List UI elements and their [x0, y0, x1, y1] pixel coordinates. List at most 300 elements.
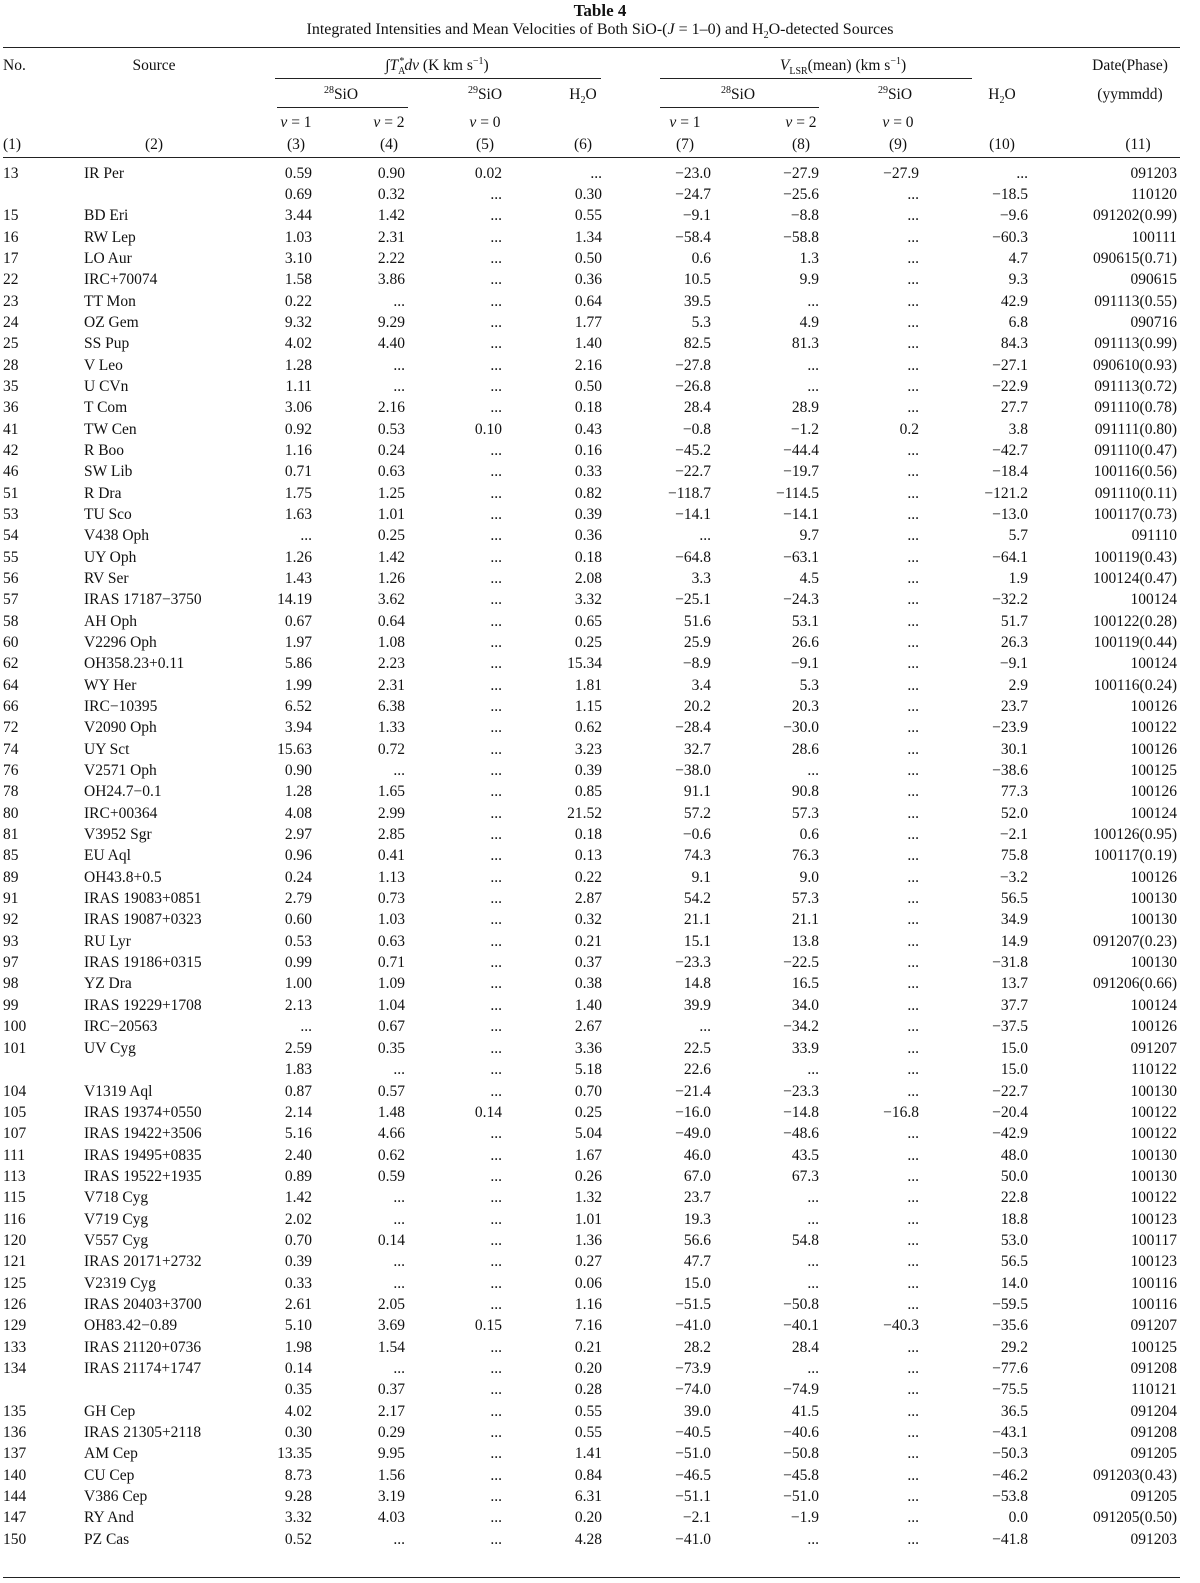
cell-sio28-v1-intensity: 3.44 — [284, 207, 312, 224]
cell-sio29-v0-intensity: ... — [490, 1445, 502, 1462]
cell-h2o-velocity: 5.7 — [1008, 527, 1028, 544]
cell-sio28-v1-intensity: 1.26 — [284, 549, 312, 566]
cell-source: IRAS 19083+0851 — [84, 890, 202, 907]
cell-h2o-velocity: 56.5 — [1000, 1253, 1028, 1270]
table-row — [0, 227, 1200, 248]
cell-sio28-v2-intensity: 1.33 — [377, 719, 405, 736]
cell-h2o-intensity: ... — [590, 165, 602, 182]
cell-sio29-v0-intensity: 0.14 — [474, 1104, 502, 1121]
cell-sio28-v2-velocity: 43.5 — [791, 1147, 819, 1164]
table-row — [0, 909, 1200, 930]
table-row — [0, 632, 1200, 653]
table-row — [0, 824, 1200, 845]
cell-h2o-intensity: 0.30 — [574, 186, 602, 203]
cell-sio28-v2-velocity: −9.1 — [790, 655, 819, 672]
cell-h2o-intensity: 0.21 — [574, 1339, 602, 1356]
cell-date: 100122 — [1130, 719, 1177, 736]
28sio-velocity-rule — [660, 107, 819, 108]
cell-sio28-v2-intensity: 1.25 — [377, 485, 405, 502]
cell-h2o-intensity: 5.18 — [574, 1061, 602, 1078]
cell-sio29-v0-velocity: −16.8 — [883, 1104, 919, 1121]
header-v1-velocity: v = 1 — [669, 114, 701, 131]
cell-h2o-velocity: −121.2 — [984, 485, 1028, 502]
cell-sio28-v2-velocity: ... — [807, 1189, 819, 1206]
cell-sio29-v0-velocity: ... — [907, 399, 919, 416]
cell-sio28-v2-velocity: −40.6 — [783, 1424, 819, 1441]
cell-sio29-v0-intensity: ... — [490, 1083, 502, 1100]
cell-sio28-v1-intensity: 0.39 — [284, 1253, 312, 1270]
cell-sio28-v2-intensity: 0.64 — [377, 613, 405, 630]
column-number: (9) — [888, 136, 908, 153]
cell-h2o-intensity: 1.41 — [574, 1445, 602, 1462]
cell-sio29-v0-velocity: ... — [907, 975, 919, 992]
cell-date: 091110 — [1131, 527, 1177, 544]
cell-sio28-v2-intensity: ... — [393, 762, 405, 779]
cell-sio28-v1-velocity: 67.0 — [683, 1168, 711, 1185]
cell-no: 23 — [3, 293, 19, 310]
cell-date: 100122 — [1130, 1125, 1177, 1142]
cell-sio28-v2-intensity: 0.14 — [377, 1232, 405, 1249]
cell-sio28-v1-intensity: 1.03 — [284, 229, 312, 246]
cell-sio28-v1-intensity: 0.67 — [284, 613, 312, 630]
header-v2-velocity: v = 2 — [785, 114, 817, 131]
cell-sio28-v1-intensity: 0.60 — [284, 911, 312, 928]
cell-date: 091203(0.43) — [1093, 1467, 1177, 1484]
cell-sio28-v1-intensity: 1.43 — [284, 570, 312, 587]
28sio-intensity-rule — [277, 107, 408, 108]
table-row — [0, 1507, 1200, 1528]
cell-no: 111 — [3, 1147, 26, 1164]
cell-sio29-v0-intensity: ... — [490, 485, 502, 502]
cell-date: 100116(0.24) — [1093, 677, 1177, 694]
table-row — [0, 184, 1200, 205]
header-source: Source — [132, 57, 176, 74]
cell-sio29-v0-velocity: ... — [907, 1467, 919, 1484]
cell-sio28-v1-intensity: 4.02 — [284, 335, 312, 352]
cell-h2o-intensity: 1.16 — [574, 1296, 602, 1313]
table-row — [0, 888, 1200, 909]
cell-h2o-velocity: −3.2 — [999, 869, 1028, 886]
cell-sio29-v0-velocity: ... — [907, 1445, 919, 1462]
cell-sio28-v2-velocity: ... — [807, 1275, 819, 1292]
cell-sio28-v1-velocity: 82.5 — [683, 335, 711, 352]
cell-h2o-velocity: 14.0 — [1000, 1275, 1028, 1292]
cell-sio29-v0-velocity: ... — [907, 463, 919, 480]
cell-source: WY Her — [84, 677, 137, 694]
cell-sio28-v1-velocity: −21.4 — [675, 1083, 711, 1100]
cell-sio28-v2-velocity: ... — [807, 357, 819, 374]
cell-sio28-v2-intensity: ... — [393, 1211, 405, 1228]
cell-sio28-v2-velocity: −22.5 — [783, 954, 819, 971]
cell-h2o-intensity: 15.34 — [567, 655, 602, 672]
cell-sio28-v1-intensity: 15.63 — [277, 741, 312, 758]
cell-sio28-v1-intensity: 8.73 — [284, 1467, 312, 1484]
cell-sio29-v0-velocity: ... — [907, 485, 919, 502]
cell-no: 25 — [3, 335, 19, 352]
cell-sio28-v1-velocity: −45.2 — [675, 442, 711, 459]
cell-h2o-intensity: 1.40 — [574, 997, 602, 1014]
cell-source: UV Cyg — [84, 1040, 136, 1057]
cell-date: 091208 — [1130, 1424, 1177, 1441]
cell-source: RY And — [84, 1509, 134, 1526]
cell-sio28-v2-intensity: 0.37 — [377, 1381, 405, 1398]
cell-date: 100126 — [1130, 783, 1177, 800]
cell-sio29-v0-velocity: ... — [907, 783, 919, 800]
table-row — [0, 675, 1200, 696]
cell-sio28-v1-velocity: −2.1 — [682, 1509, 711, 1526]
cell-no: 81 — [3, 826, 19, 843]
cell-date: 100119(0.43) — [1093, 549, 1177, 566]
cell-date: 100130 — [1130, 911, 1177, 928]
cell-source: OZ Gem — [84, 314, 139, 331]
cell-sio29-v0-velocity: ... — [907, 677, 919, 694]
cell-sio28-v2-velocity: 20.3 — [791, 698, 819, 715]
cell-date: 091113(0.55) — [1094, 293, 1177, 310]
cell-h2o-intensity: 1.77 — [574, 314, 602, 331]
cell-sio29-v0-intensity: ... — [490, 549, 502, 566]
cell-sio28-v2-intensity: 4.66 — [377, 1125, 405, 1142]
table-row — [0, 867, 1200, 888]
cell-h2o-intensity: 0.43 — [574, 421, 602, 438]
cell-sio29-v0-intensity: ... — [490, 186, 502, 203]
cell-date: 100126(0.95) — [1093, 826, 1177, 843]
cell-source: V1319 Aql — [84, 1083, 153, 1100]
cell-source: V3952 Sgr — [84, 826, 152, 843]
cell-sio28-v1-velocity: −0.6 — [682, 826, 711, 843]
cell-sio28-v2-velocity: 28.4 — [791, 1339, 819, 1356]
cell-sio29-v0-intensity: ... — [490, 1147, 502, 1164]
cell-date: 110122 — [1131, 1061, 1177, 1078]
cell-sio28-v1-velocity: −49.0 — [675, 1125, 711, 1142]
cell-sio28-v2-velocity: 90.8 — [791, 783, 819, 800]
cell-h2o-velocity: 26.3 — [1000, 634, 1028, 651]
cell-sio28-v2-intensity: 0.63 — [377, 463, 405, 480]
cell-sio28-v1-velocity: ... — [699, 527, 711, 544]
cell-date: 091202(0.99) — [1093, 207, 1177, 224]
cell-sio28-v1-velocity: −22.7 — [675, 463, 711, 480]
cell-sio29-v0-intensity: ... — [490, 1189, 502, 1206]
cell-date: 091203 — [1130, 1531, 1177, 1548]
cell-date: 100116(0.56) — [1093, 463, 1177, 480]
cell-sio28-v2-intensity: 1.26 — [377, 570, 405, 587]
cell-sio29-v0-velocity: ... — [907, 719, 919, 736]
top-rule — [3, 47, 1180, 48]
cell-h2o-velocity: −43.1 — [992, 1424, 1028, 1441]
cell-h2o-velocity: 18.8 — [1000, 1211, 1028, 1228]
cell-source: AH Oph — [84, 613, 137, 630]
table-row — [0, 1358, 1200, 1379]
cell-sio28-v1-velocity: −74.0 — [675, 1381, 711, 1398]
cell-h2o-intensity: 2.16 — [574, 357, 602, 374]
header-v0-intensity: v = 0 — [469, 114, 501, 131]
cell-source: PZ Cas — [84, 1531, 130, 1548]
cell-sio28-v2-velocity: 53.1 — [791, 613, 819, 630]
cell-h2o-velocity: 42.9 — [1000, 293, 1028, 310]
cell-sio28-v2-intensity: 0.29 — [377, 1424, 405, 1441]
cell-no: 15 — [3, 207, 19, 224]
cell-source: TW Cen — [84, 421, 137, 438]
table-row — [0, 568, 1200, 589]
cell-sio29-v0-intensity: ... — [490, 698, 502, 715]
cell-sio28-v2-velocity: −14.1 — [783, 506, 819, 523]
table-row — [0, 781, 1200, 802]
cell-sio29-v0-intensity: ... — [490, 1403, 502, 1420]
cell-sio29-v0-intensity: ... — [490, 1018, 502, 1035]
cell-sio29-v0-intensity: ... — [490, 783, 502, 800]
table-row — [0, 440, 1200, 461]
cell-date: 100117(0.73) — [1093, 506, 1177, 523]
cell-sio29-v0-intensity: ... — [490, 997, 502, 1014]
cell-no: 74 — [3, 741, 19, 758]
cell-source: V2296 Oph — [84, 634, 157, 651]
cell-no: 56 — [3, 570, 19, 587]
cell-sio28-v2-velocity: 33.9 — [791, 1040, 819, 1057]
cell-date: 100123 — [1130, 1211, 1177, 1228]
header-no: No. — [3, 57, 26, 74]
cell-sio29-v0-velocity: ... — [907, 1125, 919, 1142]
cell-sio28-v2-intensity: 0.67 — [377, 1018, 405, 1035]
cell-sio29-v0-intensity: ... — [490, 1253, 502, 1270]
cell-sio28-v2-intensity: 3.69 — [377, 1317, 405, 1334]
cell-sio29-v0-velocity: ... — [907, 1381, 919, 1398]
cell-source: RU Lyr — [84, 933, 131, 950]
table-row — [0, 717, 1200, 738]
cell-source: V557 Cyg — [84, 1232, 149, 1249]
cell-no: 93 — [3, 933, 19, 950]
cell-sio28-v1-velocity: 74.3 — [683, 847, 711, 864]
cell-h2o-velocity: −32.2 — [992, 591, 1028, 608]
cell-sio28-v1-velocity: 32.7 — [683, 741, 711, 758]
table-row — [0, 1251, 1200, 1272]
cell-h2o-intensity: 0.06 — [574, 1275, 602, 1292]
table-row — [0, 355, 1200, 376]
cell-h2o-intensity: 1.01 — [574, 1211, 602, 1228]
cell-sio28-v2-intensity: 1.13 — [377, 869, 405, 886]
table-row — [0, 589, 1200, 610]
cell-h2o-intensity: 0.25 — [574, 1104, 602, 1121]
cell-h2o-velocity: −75.5 — [992, 1381, 1028, 1398]
cell-sio29-v0-velocity: −27.9 — [883, 165, 919, 182]
table-row — [0, 1294, 1200, 1315]
table-row — [0, 1102, 1200, 1123]
cell-h2o-intensity: 0.39 — [574, 762, 602, 779]
cell-sio28-v2-velocity: 41.5 — [791, 1403, 819, 1420]
cell-h2o-velocity: 50.0 — [1000, 1168, 1028, 1185]
cell-h2o-intensity: 0.21 — [574, 933, 602, 950]
cell-sio29-v0-intensity: ... — [490, 954, 502, 971]
cell-sio29-v0-velocity: ... — [907, 805, 919, 822]
cell-sio29-v0-intensity: ... — [490, 1275, 502, 1292]
cell-sio28-v1-intensity: 0.35 — [284, 1381, 312, 1398]
cell-sio28-v2-velocity: −19.7 — [783, 463, 819, 480]
table-row — [0, 653, 1200, 674]
cell-sio28-v2-velocity: 76.3 — [791, 847, 819, 864]
cell-h2o-intensity: 0.55 — [574, 1403, 602, 1420]
cell-no: 80 — [3, 805, 19, 822]
cell-sio29-v0-intensity: 0.10 — [474, 421, 502, 438]
cell-sio29-v0-intensity: ... — [490, 1488, 502, 1505]
cell-sio29-v0-velocity: ... — [907, 997, 919, 1014]
cell-source: IRAS 21305+2118 — [84, 1424, 202, 1441]
cell-h2o-velocity: −20.4 — [992, 1104, 1028, 1121]
cell-h2o-velocity: 13.7 — [1000, 975, 1028, 992]
header-velocity: $V_{LSR}(mean)$ (km $s^{-1}$) — [779, 55, 907, 78]
table-row — [0, 1123, 1200, 1144]
cell-h2o-intensity: 3.36 — [574, 1040, 602, 1057]
cell-date: 100122 — [1130, 1104, 1177, 1121]
table-row — [0, 611, 1200, 632]
cell-sio29-v0-velocity: ... — [907, 613, 919, 630]
cell-sio28-v1-intensity: 0.59 — [284, 165, 312, 182]
cell-source: AM Cep — [84, 1445, 138, 1462]
table-row — [0, 333, 1200, 354]
cell-sio28-v2-velocity: ... — [807, 1360, 819, 1377]
cell-source: OH83.42−0.89 — [84, 1317, 178, 1334]
cell-sio28-v2-intensity: 2.85 — [377, 826, 405, 843]
cell-source: OH43.8+0.5 — [84, 869, 162, 886]
cell-h2o-intensity: 1.36 — [574, 1232, 602, 1249]
cell-source: EU Aql — [84, 847, 131, 864]
cell-source: IRAS 19087+0323 — [84, 911, 202, 928]
cell-no: 134 — [3, 1360, 27, 1377]
cell-sio28-v2-velocity: −50.8 — [783, 1296, 819, 1313]
cell-source: SW Lib — [84, 463, 133, 480]
cell-sio28-v1-intensity: 1.83 — [284, 1061, 312, 1078]
cell-sio29-v0-intensity: ... — [490, 1381, 502, 1398]
cell-h2o-velocity: −77.6 — [992, 1360, 1028, 1377]
cell-date: 100126 — [1130, 698, 1177, 715]
cell-sio29-v0-velocity: ... — [907, 1189, 919, 1206]
cell-no: 101 — [3, 1040, 27, 1057]
cell-sio29-v0-intensity: ... — [490, 442, 502, 459]
cell-sio28-v2-intensity: 1.01 — [377, 506, 405, 523]
cell-date: 100116 — [1131, 1275, 1177, 1292]
cell-no: 104 — [3, 1083, 27, 1100]
cell-h2o-velocity: −42.7 — [992, 442, 1028, 459]
cell-sio29-v0-velocity: ... — [907, 1339, 919, 1356]
cell-sio29-v0-velocity: ... — [907, 741, 919, 758]
cell-h2o-velocity: 52.0 — [1000, 805, 1028, 822]
cell-date: 100130 — [1130, 1083, 1177, 1100]
table-row — [0, 1465, 1200, 1486]
cell-date: 100116 — [1131, 1296, 1177, 1313]
cell-date: 110120 — [1131, 186, 1177, 203]
cell-no: 41 — [3, 421, 19, 438]
cell-no: 144 — [3, 1488, 27, 1505]
cell-sio29-v0-velocity: ... — [907, 1147, 919, 1164]
cell-h2o-velocity: −42.9 — [992, 1125, 1028, 1142]
table-row — [0, 1273, 1200, 1294]
cell-sio29-v0-velocity: ... — [907, 655, 919, 672]
cell-sio28-v1-velocity: 39.0 — [683, 1403, 711, 1420]
cell-sio28-v2-velocity: 57.3 — [791, 890, 819, 907]
cell-sio28-v1-velocity: 56.6 — [683, 1232, 711, 1249]
cell-source: IR Per — [84, 165, 125, 182]
cell-h2o-intensity: 0.50 — [574, 378, 602, 395]
cell-h2o-intensity: 0.84 — [574, 1467, 602, 1484]
cell-date: 100124 — [1130, 655, 1177, 672]
cell-sio28-v2-intensity: 3.19 — [377, 1488, 405, 1505]
cell-sio28-v2-velocity: 0.6 — [799, 826, 819, 843]
table-row — [0, 973, 1200, 994]
cell-no: 125 — [3, 1275, 27, 1292]
cell-sio28-v2-velocity: ... — [807, 1061, 819, 1078]
cell-no: 64 — [3, 677, 19, 694]
cell-sio28-v1-intensity: 0.87 — [284, 1083, 312, 1100]
cell-sio29-v0-intensity: ... — [490, 634, 502, 651]
cell-h2o-intensity: 0.70 — [574, 1083, 602, 1100]
cell-sio28-v2-velocity: −63.1 — [783, 549, 819, 566]
cell-source: V2571 Oph — [84, 762, 157, 779]
column-number: (7) — [675, 136, 695, 153]
cell-sio28-v2-velocity: 67.3 — [791, 1168, 819, 1185]
cell-date: 100130 — [1130, 1147, 1177, 1164]
cell-date: 100122(0.28) — [1093, 613, 1177, 630]
cell-source: V2319 Cyg — [84, 1275, 156, 1292]
table-row — [0, 461, 1200, 482]
cell-sio28-v1-intensity: 1.28 — [284, 357, 312, 374]
cell-sio29-v0-intensity: ... — [490, 229, 502, 246]
cell-no: 36 — [3, 399, 19, 416]
cell-sio28-v2-velocity: −45.8 — [783, 1467, 819, 1484]
cell-sio29-v0-intensity: ... — [490, 314, 502, 331]
cell-date: 090716 — [1130, 314, 1177, 331]
cell-sio29-v0-velocity: ... — [907, 335, 919, 352]
cell-sio28-v1-velocity: 10.5 — [683, 271, 711, 288]
table-row — [0, 1187, 1200, 1208]
cell-no: 51 — [3, 485, 19, 502]
cell-sio29-v0-intensity: ... — [490, 207, 502, 224]
cell-h2o-intensity: 7.16 — [574, 1317, 602, 1334]
cell-h2o-intensity: 0.50 — [574, 250, 602, 267]
cell-sio29-v0-velocity: ... — [907, 378, 919, 395]
cell-source: IRAS 20171+2732 — [84, 1253, 202, 1270]
cell-no: 66 — [3, 698, 19, 715]
cell-h2o-intensity: 2.87 — [574, 890, 602, 907]
cell-no: 60 — [3, 634, 19, 651]
cell-sio28-v2-velocity: −58.8 — [783, 229, 819, 246]
cell-h2o-velocity: −60.3 — [992, 229, 1028, 246]
cell-sio28-v2-intensity: 1.04 — [377, 997, 405, 1014]
cell-sio29-v0-intensity: ... — [490, 506, 502, 523]
cell-no: 54 — [3, 527, 19, 544]
cell-sio29-v0-velocity: ... — [907, 229, 919, 246]
table-row — [0, 1038, 1200, 1059]
cell-date: 100122 — [1130, 1189, 1177, 1206]
cell-h2o-velocity: 6.8 — [1008, 314, 1028, 331]
cell-sio29-v0-intensity: ... — [490, 762, 502, 779]
table-row — [0, 931, 1200, 952]
bottom-rule — [3, 1577, 1180, 1578]
cell-sio28-v1-velocity: −58.4 — [675, 229, 711, 246]
column-number: (5) — [475, 136, 495, 153]
cell-sio28-v2-intensity: ... — [393, 1360, 405, 1377]
cell-source: CU Cep — [84, 1467, 135, 1484]
cell-no: 16 — [3, 229, 19, 246]
cell-h2o-velocity: −23.9 — [992, 719, 1028, 736]
cell-sio28-v1-velocity: 51.6 — [683, 613, 711, 630]
cell-h2o-velocity: 84.3 — [1000, 335, 1028, 352]
cell-sio28-v2-velocity: −30.0 — [783, 719, 819, 736]
table-row — [0, 1529, 1200, 1550]
table-row — [0, 739, 1200, 760]
cell-sio28-v2-intensity: ... — [393, 357, 405, 374]
cell-date: 091206(0.66) — [1093, 975, 1177, 992]
cell-sio29-v0-velocity: ... — [907, 1275, 919, 1292]
cell-sio29-v0-intensity: ... — [490, 1232, 502, 1249]
cell-h2o-velocity: −37.5 — [992, 1018, 1028, 1035]
cell-source: YZ Dra — [84, 975, 132, 992]
